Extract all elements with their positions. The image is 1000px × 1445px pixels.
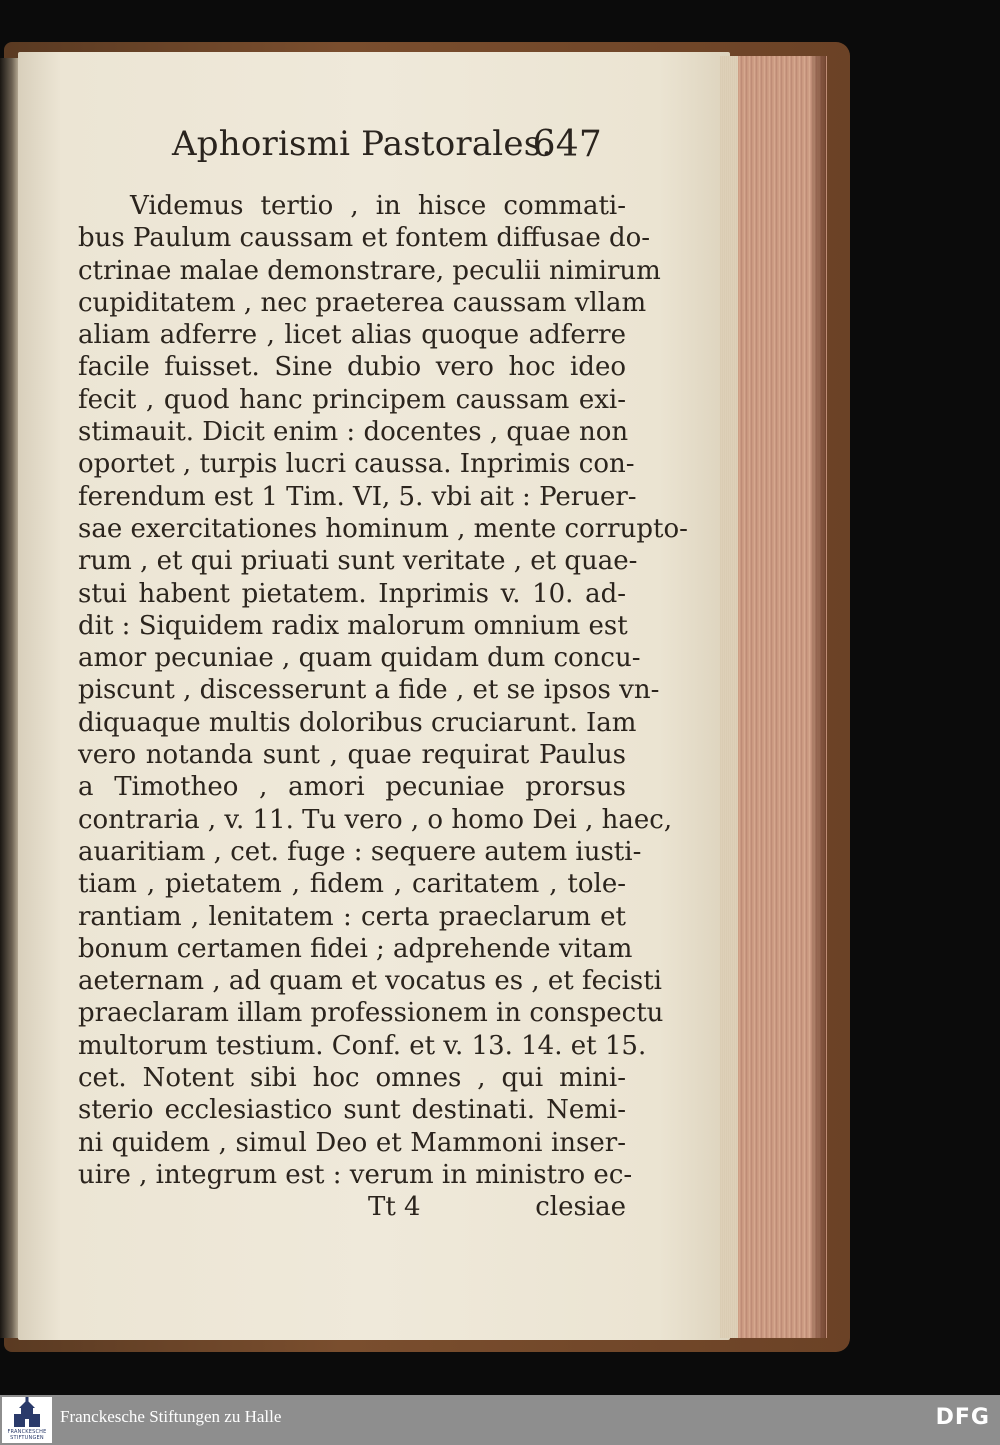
text-line: stui habent pietatem. Inprimis v. 10. ad-	[78, 578, 626, 609]
text-line: ni quidem , simul Deo et Mammoni inser-	[78, 1127, 626, 1158]
text-line: multorum testium. Conf. et v. 13. 14. et 15.	[78, 1030, 647, 1061]
text-line: Videmus tertio , in hisce commati-	[130, 191, 626, 221]
text-line: ctrinae malae demonstrare, peculii nimirum	[78, 255, 661, 286]
text-line: facile fuisset. Sine dubio vero hoc ideo	[78, 352, 626, 383]
body-text	[78, 190, 688, 1191]
text-line: vero notanda sunt , quae requirat Paulus	[78, 740, 626, 771]
text-line: uire , integrum est : verum in ministro ec-	[78, 1159, 633, 1190]
text-line: sae exercitationes hominum , mente corrupto-	[78, 513, 688, 544]
page-footer-line	[78, 1192, 626, 1228]
text-line: contraria , v. 11. Tu vero , o homo Dei , haec,	[78, 804, 673, 835]
text-line: fecit , quod hanc principem caussam exi-	[78, 384, 626, 415]
text-line: diquaque multis doloribus cruciarunt. Iam	[78, 707, 637, 738]
page-number: 647	[532, 124, 602, 165]
text-line: oportet , turpis lucri caussa. Inprimis con-	[78, 449, 635, 480]
page-stack-edge	[720, 56, 738, 1338]
gutter-edge	[0, 58, 20, 1338]
text-line: praeclaram illam professionem in conspectu	[78, 998, 664, 1029]
text-line: a Timotheo , amori pecuniae prorsus	[78, 772, 626, 803]
running-head	[172, 118, 602, 166]
text-line: piscunt , discesserunt a fide , et se ipsos vn-	[78, 675, 660, 706]
text-line: auaritiam , cet. fuge : sequere autem iusti-	[78, 836, 642, 867]
text-line: dit : Siquidem radix malorum omnium est	[78, 610, 628, 641]
signature-mark: Tt 4	[368, 1192, 421, 1222]
text-line: rantiam , lenitatem : certa praeclarum et	[78, 901, 626, 932]
text-line: cet. Notent sibi hoc omnes , qui mini-	[78, 1063, 626, 1094]
running-title: Aphorismi Pastorales.	[172, 124, 553, 164]
logo-text: FRANCKESCHE STIFTUNGEN	[7, 1429, 47, 1441]
cover-edge-shadow	[812, 56, 826, 1338]
text-line: cupiditatem , nec praeterea caussam vllam	[78, 287, 647, 318]
institution-name: Franckesche Stiftungen zu Halle	[60, 1407, 282, 1426]
text-line: aliam adferre , licet alias quoque adferre	[78, 320, 626, 351]
dfg-logo[interactable]: DFG	[935, 1405, 990, 1430]
institution-logo[interactable]	[2, 1397, 52, 1443]
text-line: rum , et qui priuati sunt veritate , et quae-	[78, 546, 638, 577]
text-line: stimauit. Dicit enim : docentes , quae non	[78, 417, 629, 448]
text-line: bonum certamen fidei ; adprehende vitam	[78, 933, 633, 964]
viewer-footer-bar	[0, 1395, 1000, 1445]
text-line: aeternam , ad quam et vocatus es , et fecisti	[78, 966, 662, 997]
text-line: amor pecuniae , quam quidam dum concu-	[78, 643, 641, 674]
catchword: clesiae	[535, 1192, 626, 1222]
text-line: tiam , pietatem , fidem , caritatem , tole-	[78, 869, 626, 900]
text-line: sterio ecclesiastico sunt destinati. Nemi-	[78, 1095, 626, 1126]
text-line: ferendum est 1 Tim. VI, 5. vbi ait : Peruer-	[78, 481, 637, 512]
text-line: bus Paulum caussam et fontem diffusae do-	[78, 223, 651, 254]
